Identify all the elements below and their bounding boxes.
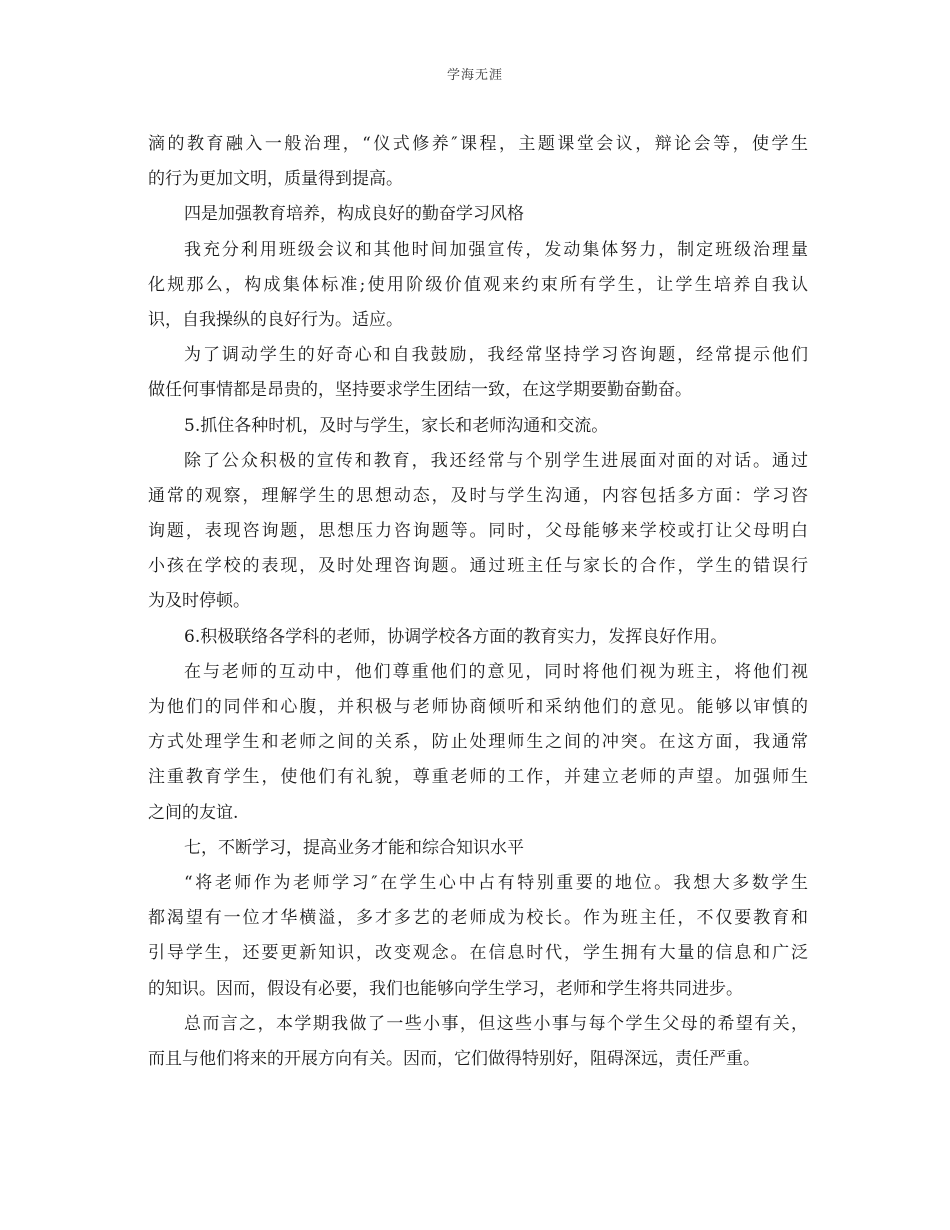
text-line: 小孩在学校的表现，及时处理咨询题。通过班主任与家长的合作，学生的错误行 [148,556,808,577]
text-line: 通常的观察，理解学生的思想动态，及时与学生沟通，内容包括多方面：学习咨 [148,485,808,506]
text-line: 方式处理学生和老师之间的关系，防止处理师生之间的冲突。在这方面，我通常 [148,732,808,753]
text-line: 的知识。因而，假设有必要，我们也能够向学生学习，老师和学生将共同进步。 [148,978,743,999]
text-line: 识，自我操纵的良好行为。适应。 [148,309,403,330]
text-line: 6.积极联络各学科的老师，协调学校各方面的教育实力，发挥良好作用。 [184,626,728,647]
text-line: 而且与他们将来的开展方向有关。因而，它们做得特别好，阻碍深远，责任严重。 [148,1048,760,1069]
text-line: 5.抓住各种时机，及时与学生，家长和老师沟通和交流。 [184,415,609,436]
text-line: 注重教育学生，使他们有礼貌，尊重老师的工作，并建立老师的声望。加强师生 [148,767,808,788]
text-line: 询题，表现咨询题，思想压力咨询题等。同时，父母能够来学校或打让父母明白 [148,521,808,542]
text-line: 除了公众积极的宣传和教育，我还经常与个别学生进展面对面的对话。通过 [184,450,808,471]
text-line: 四是加强教育培养，构成良好的勤奋学习风格 [184,204,524,225]
text-line: 化规那么，构成集体标准;使用阶级价值观来约束所有学生，让学生培养自我认 [148,274,808,295]
page-header: 学海无涯 [446,68,503,83]
text-line: 总而言之，本学期我做了一些小事，但这些小事与每个学生父母的希望有关， [184,1013,808,1034]
text-line: 我充分利用班级会议和其他时间加强宣传，发动集体努力，制定班级治理量 [184,239,808,260]
document-body [148,127,808,1077]
text-line: “将老师作为老师学习″在学生心中占有特别重要的地位。我想大多数学生 [184,872,808,893]
text-line: 七，不断学习，提高业务才能和综合知识水平 [184,837,524,858]
text-line: 为了调动学生的好奇心和自我鼓励，我经常坚持学习咨询题，经常提示他们 [184,345,808,366]
text-line: 之间的友谊. [148,802,239,823]
text-line: 都渴望有一位才华横溢，多才多艺的老师成为校长。作为班主任，不仅要教育和 [148,908,808,929]
text-line: 为他们的同伴和心腹，并积极与老师协商倾听和采纳他们的意见。能够以审慎的 [148,697,808,717]
text-line: 在与老师的互动中，他们尊重他们的意见，同时将他们视为班主，将他们视 [184,661,808,682]
text-line: 滴的教育融入一般治理，“仪式修养″课程，主题课堂会议，辩论会等，使学生 [148,134,808,154]
text-line: 的行为更加文明，质量得到提高。 [148,169,403,190]
text-line: 为及时停顿。 [148,591,250,612]
text-line: 做任何事情都是昂贵的，坚持要求学生团结一致，在这学期要勤奋勤奋。 [148,380,692,401]
text-line: 引导学生，还要更新知识，改变观念。在信息时代，学生拥有大量的信息和广泛 [148,943,808,964]
